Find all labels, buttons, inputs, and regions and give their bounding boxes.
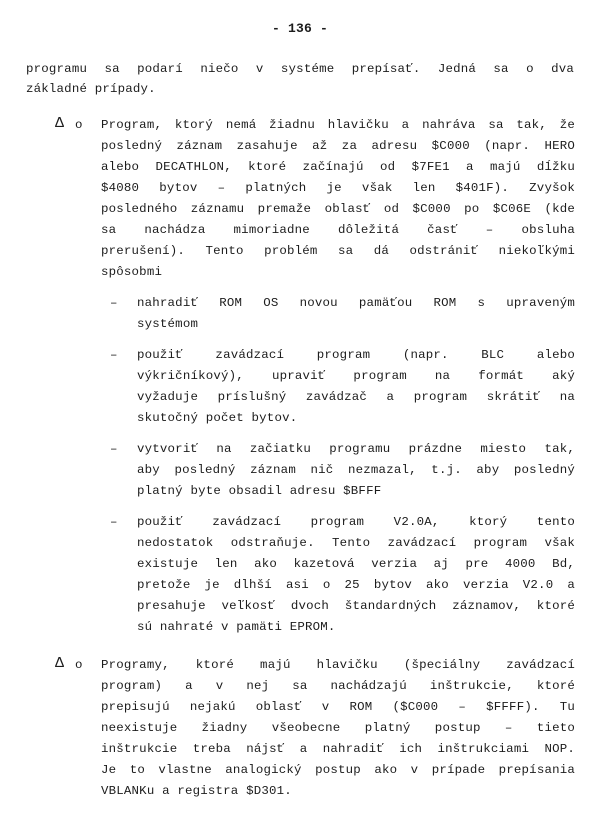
bullet-marker: o — [75, 658, 83, 672]
dash-marker: – — [110, 515, 118, 529]
intro-line: základné prípady. — [26, 82, 156, 96]
sub3-line: aby posledný záznam nič nezmazal, t.j. aby posledný — [137, 463, 575, 477]
sub2-line: skutočný počet bytov. — [137, 411, 298, 425]
sub3-line: vytvoriť na začiatku programu prázdne miesto tak, — [137, 442, 575, 456]
bullet1-line: $4080 bytov – platných je však len $401F). Zvyšok — [101, 181, 575, 195]
bullet1-line: posledného záznamu premaže oblasť od $C000 po $C06E (kde — [101, 202, 575, 216]
bullet2-line: program) a v nej sa nachádzajú inštrukcie, ktoré — [101, 679, 575, 693]
page-number: - 136 - — [271, 21, 328, 36]
sub4-line: nedostatok odstraňuje. Tento zavádzací program však — [137, 536, 575, 550]
sub2-line: vyžaduje príslušný zavádzač a program skrátiť na — [137, 390, 575, 404]
bullet1-line: sa nachádza mimoriadne dôležitá časť – obsluha — [101, 223, 575, 237]
bullet1-line: posledný záznam zasahuje až za adresu $C000 (napr. HERO — [101, 139, 575, 153]
dash-marker: – — [110, 348, 118, 362]
bullet-marker: o — [75, 118, 83, 132]
triangle-bullet-icon: Δ — [55, 115, 65, 132]
sub4-line: existuje len ako kazetová verzia aj pre 4000 Bd, — [137, 557, 575, 571]
bullet2-line: Programy, ktoré majú hlavičku (špeciálny zavádzací — [101, 658, 575, 672]
bullet1-line: spôsobmi — [101, 265, 163, 279]
sub3-line: platný byte obsadil adresu $BFFF — [137, 484, 382, 498]
intro-line: programu sa podarí niečo v systéme prepísať. Jedná sa o dva — [26, 62, 574, 76]
sub1-line: nahradiť ROM OS novou pamäťou ROM s upraveným — [137, 296, 575, 310]
bullet2-line: neexistuje žiadny všeobecne platný postup – tieto — [101, 721, 575, 735]
bullet2-line: inštrukcie treba nájsť a nahradiť ich inštrukciami NOP. — [101, 742, 575, 756]
sub4-line: sú nahraté v pamäti EPROM. — [137, 620, 336, 634]
bullet2-line: VBLANKu a registra $D301. — [101, 784, 292, 798]
triangle-bullet-icon: Δ — [55, 655, 65, 672]
bullet1-line: Program, ktorý nemá žiadnu hlavičku a nahráva sa tak, že — [101, 118, 575, 132]
sub1-line: systémom — [137, 317, 199, 331]
dash-marker: – — [110, 442, 118, 456]
bullet2-line: Je to vlastne analogický postup ako v prípade prepísania — [101, 763, 575, 777]
bullet1-line: prerušení). Tento problém sa dá odstrániť niekoľkými — [101, 244, 575, 258]
bullet2-line: prepisujú nejakú oblasť v ROM ($C000 – $FFFF). Tu — [101, 700, 575, 714]
sub4-line: presahuje veľkosť dvoch štandardných záznamov, ktoré — [137, 599, 575, 613]
bullet1-line: alebo DECATHLON, ktoré začínajú od $7FE1 a majú dĺžku — [101, 160, 575, 174]
dash-marker: – — [110, 296, 118, 310]
sub4-line: pretože je dlhší asi o 25 bytov ako verzia V2.0 a — [137, 578, 575, 592]
sub2-line: použiť zavádzací program (napr. BLC alebo — [137, 348, 575, 362]
sub4-line: použiť zavádzací program V2.0A, ktorý tento — [137, 515, 575, 529]
sub2-line: výkričníkový), upraviť program na formát aký — [137, 369, 575, 383]
